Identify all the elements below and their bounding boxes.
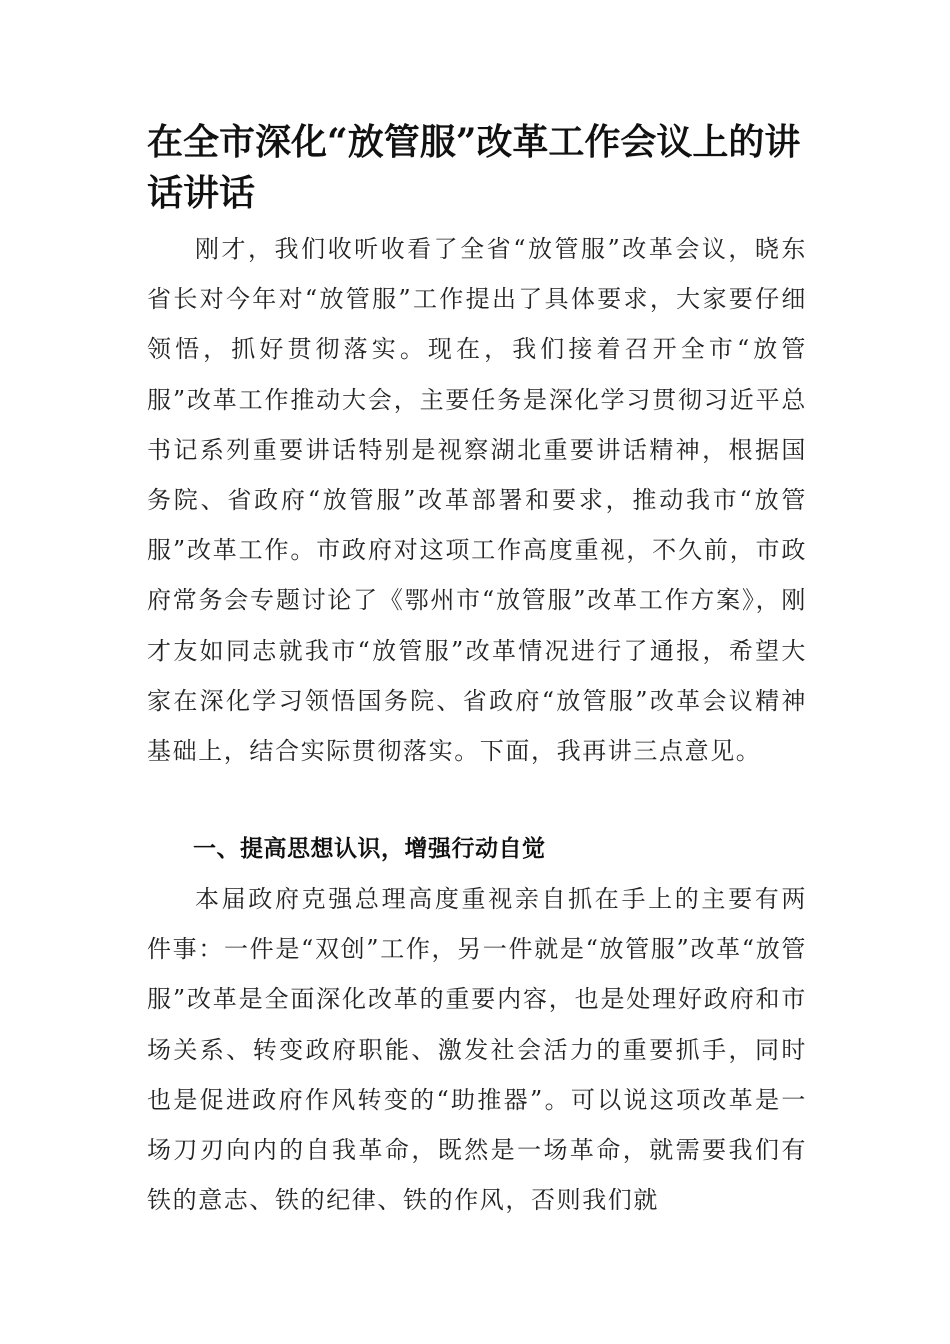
section-paragraph: 本届政府克强总理高度重视亲自抓在手上的主要有两件事：一件是“双创”工作，另一件就是“放管服”改革“放管服”改革是全面深化改革的重要内容，也是处理好政府和市场关系、转变政府职能、激发社会活力的重要抓手，同时也是促进政府作风转变的“助推器”。可以说这项改革是一场刀刃向内的自我革命，既然是一场革命，就需要我们有铁的意志、铁的纪律、铁的作风，否则我们就 [147,885,807,1215]
intro-section [147,224,807,776]
section-body [147,874,807,1225]
intro-paragraph: 刚才，我们收听收看了全省“放管服”改革会议，晓东省长对今年对“放管服”工作提出了具体要求，大家要仔细领悟，抓好贯彻落实。现在，我们接着召开全市“放管服”改革工作推动大会，主要任务是深化学习贯彻习近平总书记系列重要讲话特别是视察湖北重要讲话精神，根据国务院、省政府“放管服”改革部署和要求，推动我市“放管服”改革工作。市政府对这项工作高度重视，不久前，市政府常务会专题讨论了《鄂州市“放管服”改革工作方案》，刚才友如同志就我市“放管服”改革情况进行了通报，希望大家在深化学习领悟国务院、省政府“放管服”改革会议精神基础上，结合实际贯彻落实。下面，我再讲三点意见。 [147,235,807,766]
section-heading-block [147,824,807,874]
document-title: 在全市深化“放管服”改革工作会议上的讲话讲话 [147,121,801,214]
section-heading: 一、提高思想认识，增强行动自觉 [193,836,546,862]
